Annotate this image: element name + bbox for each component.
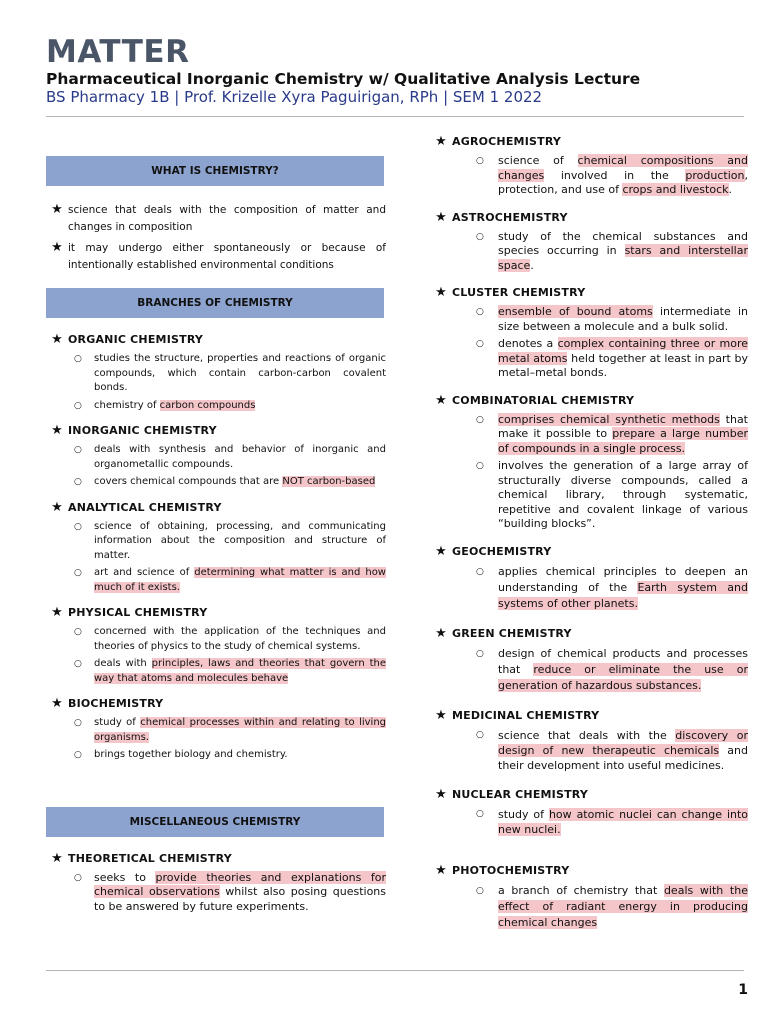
star-icon: ★ xyxy=(435,707,447,723)
circle-bullet-icon: ○ xyxy=(476,885,484,896)
list-item: ○ applies chemical principles to deepen an understanding of the Earth system and systems of other planets. xyxy=(476,564,748,610)
circle-bullet-icon: ○ xyxy=(476,156,484,166)
branch-inorganic xyxy=(46,423,386,490)
circle-bullet-icon: ○ xyxy=(74,568,82,578)
list-item: ○ covers chemical compounds that are NOT carbon-based xyxy=(94,475,386,490)
list-item: ○ comprises chemical synthetic methods that make it possible to prepare a large number of compounds in a single process. xyxy=(476,412,748,455)
branch-heading: PHOTOCHEMISTRY xyxy=(452,863,570,877)
branch-heading: BIOCHEMISTRY xyxy=(68,697,164,710)
list-item xyxy=(46,202,386,236)
list-item: ○ studies the structure, properties and reactions of organic compounds, which contain carbon-carbon covalent bonds. xyxy=(74,353,386,393)
list-item: ○ concerned with the application of the techniques and theories of physics to the study of chemical systems. xyxy=(74,626,386,652)
circle-bullet-icon: ○ xyxy=(476,648,484,659)
highlighted-text: comprises chemical synthetic methods xyxy=(498,412,720,426)
definition-text: science that deals with the composition of matter and changes in composition xyxy=(68,204,386,233)
branch-heading: GREEN CHEMISTRY xyxy=(452,626,572,640)
branch-heading: COMBINATORIAL CHEMISTRY xyxy=(452,393,635,407)
branch-heading: THEORETICAL CHEMISTRY xyxy=(68,851,232,865)
highlighted-text: principles, laws and theories that govern the way that atoms and molecules behave xyxy=(94,658,386,684)
list-item: ○ art and science of determining what matter is and how much of it exists. xyxy=(74,567,386,593)
highlighted-text: carbon compounds xyxy=(159,399,256,411)
star-icon: ★ xyxy=(435,392,447,408)
section-bar-miscellaneous: MISCELLANEOUS CHEMISTRY xyxy=(46,807,384,837)
branch-heading: INORGANIC CHEMISTRY xyxy=(68,424,217,437)
definition-text: it may undergo either spontaneously or because of intentionally established environmental conditions xyxy=(68,242,386,271)
circle-bullet-icon: ○ xyxy=(476,461,484,471)
list-item: ○ science of obtaining, processing, and communicating information about the composition and structure of matter. xyxy=(74,520,386,561)
page-title: MATTER xyxy=(46,34,190,70)
course-byline: BS Pharmacy 1B | Prof. Krizelle Xyra Paguirigan, RPh | SEM 1 2022 xyxy=(46,88,543,106)
list-item xyxy=(46,240,386,274)
circle-bullet-icon: ○ xyxy=(74,477,82,487)
star-icon: ★ xyxy=(435,786,447,802)
highlighted-text: chemical processes within and relating to living organisms. xyxy=(94,717,387,743)
star-icon: ★ xyxy=(51,202,63,217)
circle-bullet-icon: ○ xyxy=(74,872,82,883)
star-icon: ★ xyxy=(435,543,447,559)
highlighted-text: provide theories and explanations for chemical observations xyxy=(94,870,386,898)
highlighted-text: determining what matter is and how much of it exists. xyxy=(94,567,386,593)
header-divider xyxy=(46,116,744,117)
branch-combinatorial-chemistry xyxy=(430,393,748,532)
circle-bullet-icon: ○ xyxy=(476,566,484,577)
circle-bullet-icon: ○ xyxy=(74,718,82,728)
highlighted-text: Earth system and systems of other planets. xyxy=(498,580,748,610)
list-item: ○ study of chemical processes within and relating to living organisms. xyxy=(74,717,387,743)
branch-nuclear-chemistry xyxy=(430,787,748,837)
section-bar-what-is-chemistry: WHAT IS CHEMISTRY? xyxy=(46,156,384,186)
page-subtitle: Pharmaceutical Inorganic Chemistry w/ Qualitative Analysis Lecture xyxy=(46,70,641,88)
branch-photochemistry xyxy=(430,863,748,931)
circle-bullet-icon: ○ xyxy=(74,521,82,532)
branch-biochemistry xyxy=(46,696,386,763)
circle-bullet-icon: ○ xyxy=(74,627,82,637)
branch-heading: PHYSICAL CHEMISTRY xyxy=(68,606,208,619)
list-item: ○ study of how atomic nuclei can change into new nuclei. xyxy=(476,807,749,836)
list-item: ○ a branch of chemistry that deals with the effect of radiant energy in producing chemical changes xyxy=(476,883,748,929)
branch-heading: ORGANIC CHEMISTRY xyxy=(68,333,204,346)
branch-heading: CLUSTER CHEMISTRY xyxy=(452,286,586,299)
page-number: 1 xyxy=(738,982,748,998)
circle-bullet-icon: ○ xyxy=(476,231,484,242)
circle-bullet-icon: ○ xyxy=(74,445,82,455)
branch-heading: AGROCHEMISTRY xyxy=(452,135,562,148)
circle-bullet-icon: ○ xyxy=(476,307,484,317)
footer-divider xyxy=(46,970,744,971)
left-column xyxy=(46,156,386,917)
branch-heading: ANALYTICAL CHEMISTRY xyxy=(68,500,222,514)
star-icon: ★ xyxy=(51,850,63,866)
branch-astrochemistry xyxy=(430,210,748,274)
branch-physical xyxy=(46,605,386,686)
star-icon: ★ xyxy=(51,605,63,620)
list-item: ○ design of chemical products and processes that reduce or eliminate the use or generation of hazardous substances. xyxy=(476,646,748,692)
highlighted-text: crops and livestock xyxy=(622,183,729,196)
circle-bullet-icon: ○ xyxy=(74,750,82,760)
branch-green-chemistry xyxy=(430,626,748,694)
list-item: ○ science of chemical compositions and changes involved in the production, protection, and use of crops and livestock. xyxy=(476,154,748,196)
branch-organic xyxy=(46,332,386,413)
list-item: ○ chemistry of carbon compounds xyxy=(94,399,386,414)
highlighted-text: discovery or design of new therapeutic chemicals xyxy=(498,728,748,757)
circle-bullet-icon: ○ xyxy=(476,808,484,819)
branch-cluster-chemistry xyxy=(430,285,748,381)
highlighted-text: reduce or eliminate the use or generation of hazardous substances. xyxy=(498,662,748,692)
list-item: ○ involves the generation of a large array of structurally diverse compounds, called a chemical library, through systematic, repetitive and covalent linkage of various “building blocks”. xyxy=(476,459,748,530)
highlighted-text: ensemble of bound atoms xyxy=(498,305,653,318)
list-item: ○ brings together biology and chemistry. xyxy=(94,748,386,763)
list-item: ○ deals with principles, laws and theories that govern the way that atoms and molecules behave xyxy=(74,658,386,684)
highlighted-text: how atomic nuclei can change into new nuclei. xyxy=(498,807,749,836)
star-icon: ★ xyxy=(51,499,63,515)
star-icon: ★ xyxy=(435,625,447,641)
circle-bullet-icon: ○ xyxy=(476,414,484,425)
list-item: ○ science that deals with the discovery or design of new therapeutic chemicals and their development into useful medicines. xyxy=(476,728,748,772)
list-item: ○ deals with synthesis and behavior of inorganic and organometallic compounds. xyxy=(74,444,386,470)
branch-heading: MEDICINAL CHEMISTRY xyxy=(452,708,600,722)
star-icon: ★ xyxy=(435,134,447,149)
list-item: ○ seeks to provide theories and explanations for chemical observations whilst also posing questions to be answered by future experiments. xyxy=(74,870,386,913)
highlighted-text: deals with the effect of radiant energy in producing chemical changes xyxy=(498,883,748,929)
right-column xyxy=(430,134,748,934)
branch-medicinal-chemistry xyxy=(430,708,748,773)
list-item: ○ ensemble of bound atoms intermediate in size between a molecule and a bulk solid. xyxy=(476,305,748,333)
branch-heading: NUCLEAR CHEMISTRY xyxy=(452,787,589,801)
branch-analytical xyxy=(46,500,386,596)
circle-bullet-icon: ○ xyxy=(74,354,82,364)
branch-heading: GEOCHEMISTRY xyxy=(452,544,552,558)
branch-heading: ASTROCHEMISTRY xyxy=(452,210,568,224)
circle-bullet-icon: ○ xyxy=(74,400,82,411)
list-item: ○ denotes a complex containing three or more metal atoms held together at least in part by metal–metal bonds. xyxy=(476,337,749,379)
highlighted-text: chemical compositions and changes xyxy=(498,154,748,182)
section-bar-branches: BRANCHES OF CHEMISTRY xyxy=(46,288,384,318)
branch-geochemistry xyxy=(430,544,748,612)
highlighted-text: complex containing three or more metal atoms xyxy=(498,337,749,365)
highlighted-text: NOT carbon-based xyxy=(282,476,376,487)
circle-bullet-icon: ○ xyxy=(476,729,484,740)
star-icon: ★ xyxy=(435,285,447,300)
star-icon: ★ xyxy=(51,332,63,347)
star-icon: ★ xyxy=(51,423,63,438)
circle-bullet-icon: ○ xyxy=(476,339,484,349)
branch-theoretical xyxy=(46,851,386,915)
highlighted-text: stars and interstellar space xyxy=(498,244,748,272)
branch-agrochemistry xyxy=(430,134,748,198)
star-icon: ★ xyxy=(435,862,447,878)
star-icon: ★ xyxy=(435,209,447,225)
star-icon: ★ xyxy=(51,696,63,711)
star-icon: ★ xyxy=(51,240,63,255)
highlighted-text: prepare a large number of compounds in a single process. xyxy=(498,427,748,455)
highlighted-text: production xyxy=(685,168,745,182)
list-item: ○ study of the chemical substances and species occurring in stars and interstellar space. xyxy=(476,229,748,272)
circle-bullet-icon: ○ xyxy=(74,659,82,669)
